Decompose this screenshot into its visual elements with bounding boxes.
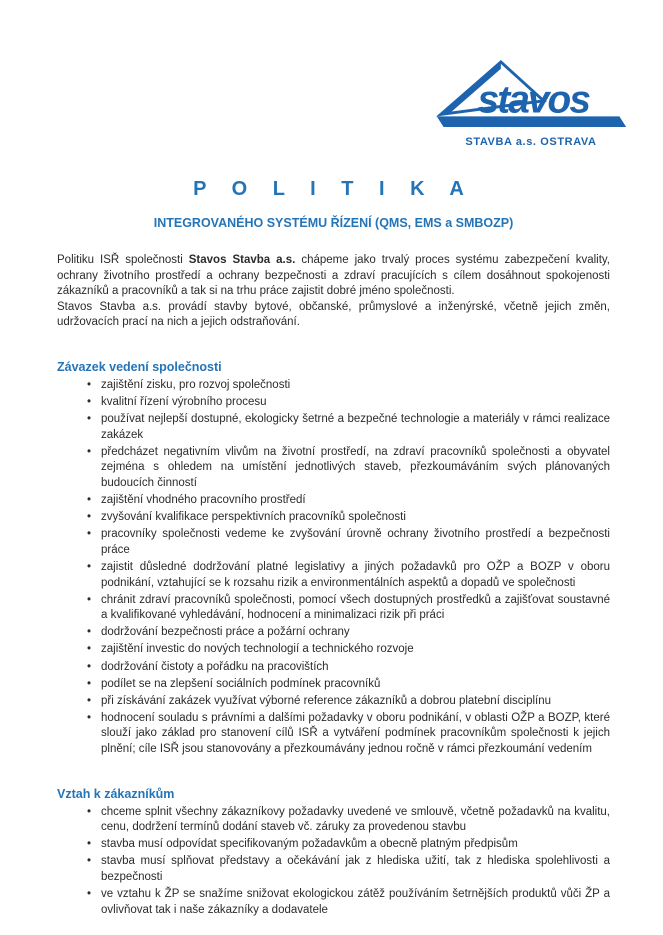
company-logo — [429, 56, 633, 148]
list-item: • chránit zdraví pracovníků společnosti, pomocí všech dostupných prostředků a zajišťovat soustavné a kvalifikované vyhledávání, hodnocení a minimalizaci rizik při práci — [87, 593, 610, 624]
section-customers — [57, 787, 610, 919]
list-item: • zajistit důsledné dodržování platné legislativy a jiných požadavků pro OŽP a BOZP v oboru podnikání, vztahující se k rozsahu rizik a environmentálních aspektů a dopadů ve společnosti — [87, 560, 610, 591]
list-item: • pracovníky společnosti vedeme ke zvyšování úrovně ochrany životního prostředí a bezpečnosti práce — [87, 527, 610, 558]
list-item: • hodnocení souladu s právními a dalšími požadavky v oboru podnikání, v oblasti OŽP a BOZP, které slouží jako základ pro stanovení cílů ISŘ a vytváření podmínek pracovníkům společnosti k jejich plnění; cíle ISŘ jsou stanovovány a přezkoumávány jednou ročně v rámci přezkoumání vedením — [87, 711, 610, 758]
list-item: • používat nejlepší dostupné, ekologicky šetrné a bezpečné technologie a materiály v rámci realizace zakázek — [87, 412, 610, 443]
intro-text: chápeme jako trvalý proces systému zabezpečení kvality, ochrany životního prostředí a ochrany bezpečnosti a zdraví pracujících s cílem dosáhnout spokojenosti zákazníků a pracovníků a tak si na trhu práce zajistit dobré jméno společnosti. — [57, 254, 610, 298]
logo-caption: STAVBA a.s. OSTRAVA — [465, 136, 597, 148]
list-item: • předcházet negativním vlivům na životní prostředí, na zdraví pracovníků společnosti a obyvatel zejména s ohledem na umístění jednotlivých staveb, přezkoumáváním svých plánovaných budoucích činností — [87, 445, 610, 492]
intro-paragraphs — [57, 253, 610, 331]
list-item: • zajištění investic do nových technologií a technického rozvoje — [87, 642, 610, 658]
list-item: • stavba musí odpovídat specifikovaným požadavkům a obecně platným předpisům — [87, 837, 610, 853]
list-item: • zvyšování kvalifikace perspektivních pracovníků společnosti — [87, 510, 610, 526]
list-item: • podílet se na zlepšení sociálních podmínek pracovníků — [87, 677, 610, 693]
list-item: • stavba musí splňovat představy a očekávání jak z hlediska užití, tak z hlediska spolehlivosti a bezpečnosti — [87, 854, 610, 885]
section-heading: Závazek vedení společnosti — [57, 359, 222, 374]
bullet-list — [57, 378, 610, 758]
intro-company-name: Stavos Stavba a.s. — [188, 254, 296, 266]
list-item: • zajištění zisku, pro rozvoj společnosti — [87, 378, 610, 394]
intro-paragraph-2: Stavos Stavba a.s. provádí stavby bytové, občanské, průmyslové a inženýrské, včetně jejich změn, udržovacích prací na nich a jejich odstraňování. — [57, 300, 610, 329]
section-heading: Vztah k zákazníkům — [57, 786, 175, 801]
list-item: • při získávání zakázek využívat výborné reference zákazníků a dobrou platební disciplínu — [87, 694, 610, 710]
list-item: • zajištění vhodného pracovního prostředí — [87, 493, 610, 509]
list-item: • dodržování čistoty a pořádku na pracovištích — [87, 660, 610, 676]
intro-text: Politiku ISŘ společnosti — [57, 254, 189, 266]
doc-subtitle: INTEGROVANÉHO SYSTÉMU ŘÍZENÍ (QMS, EMS a SMBOZP) — [153, 216, 514, 230]
logo-brand-text: stavos — [477, 78, 589, 122]
list-item: • ve vztahu k ŽP se snažíme snižovat ekologickou zátěž používáním šetrnějších produktů vůči ŽP a ovlivňovat tak i naše zákazníky a dodavatele — [87, 887, 610, 918]
stavos-logo-icon — [429, 56, 633, 134]
list-item: • dodržování bezpečnosti práce a požární ochrany — [87, 625, 610, 641]
bullet-list — [57, 805, 610, 919]
list-item: • chceme splnit všechny zákazníkovy požadavky uvedené ve smlouvě, včetně požadavků na kvalitu, cenu, dodržení termínů dodání staveb vč. záruky za provedenou stavbu — [87, 805, 610, 836]
section-commitment — [57, 360, 610, 758]
list-item: • kvalitní řízení výrobního procesu — [87, 395, 610, 411]
intro-paragraph-1 — [57, 253, 610, 300]
doc-title: P O L I T I K A — [193, 178, 474, 200]
